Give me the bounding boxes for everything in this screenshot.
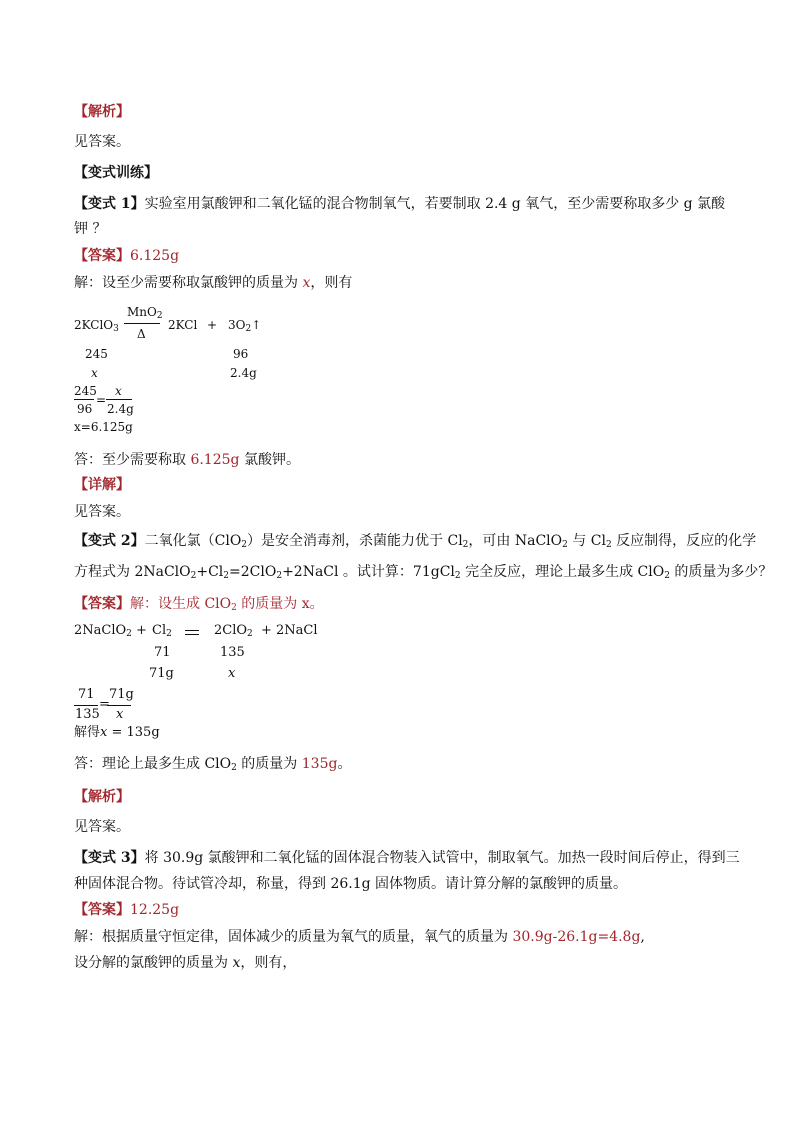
eq2-reactant-2: $Cl_2$ [152,623,172,639]
variant-3-answer: 【答案】12.25g [74,902,180,918]
eq2-product-1: 2ClO$_2$ [214,623,253,639]
section-body-3: 见答案。 [74,819,130,835]
eq2-mr-product: 135 [220,645,245,660]
variant-1-solution-intro [74,274,352,292]
eq-mr-reactant: 245 [85,347,108,361]
eq-mass-product: 2.4g [230,366,257,380]
eq-mr-product: 96 [233,347,249,361]
ratio2-den-1: 135 [75,707,100,722]
section-body-1: 见答案。 [74,134,130,150]
fraction2-bar-1 [74,705,98,706]
ratio-num-1: 245 [74,384,97,398]
fraction-bar-1 [74,399,94,400]
eq2-product-2: + 2NaCl [261,623,318,638]
fraction2-bar-2 [107,705,131,706]
eq2-mr-reactant: 71 [154,645,171,660]
variant-2-question-line-2: 方程式为 $2NaClO_2+Cl_2=2ClO_2+2NaCl$ 。试计算：71gCl$_2$ 完全反应，理论上最多生成 ClO$_2$ 的质量为多少？ [74,564,773,581]
variant-2-answer: 【答案】解：设生成 ClO$_2$ 的质量为 x。 [74,596,324,613]
ratio-num-2: x [115,384,122,398]
variable-x: x [302,275,311,291]
variant-3-question-line-2: 种固体混合物。待试管冷却，称量，得到 26.1g 固体物质。请计算分解的氯酸钾的质量。 [74,876,628,892]
variant-2-label: 【变式 2】 [74,533,145,549]
eq2-mass-reactant: 71g [149,666,174,681]
eq2-mass-product: x [228,666,236,681]
variant-1-label: 【变式 1】 [74,196,145,212]
answer-label: 【答案】 [74,248,130,264]
eq-plus: + [207,318,218,332]
heading-text: 【解析】 [74,104,130,120]
variant-1-question-line-2: 钾 ？ [74,221,107,237]
variant-3-label: 【变式 3】 [74,850,145,866]
solution-prefix: 解：设至少需要称取氯酸钾的质量为 [74,275,303,291]
variant-1-question-line-1 [74,195,725,213]
fraction-bar-2 [106,399,132,400]
variant-1-question-text: 实验室用氯酸钾和二氧化锰的混合物制氧气，若要制取 2.4 g 氧气，至少需要称取多少 g 氯酸 [144,196,726,212]
eq-catalyst: MnO$_2$ [127,305,163,321]
section-heading-analysis-1 [74,103,130,121]
ratio2-num-1: 71 [78,687,95,702]
ratio2-den-2: x [116,707,124,722]
variant-3-solution-line-2: 设分解的氯酸钾的质量为 x，则有， [74,955,297,971]
eq-condition: Δ [137,327,146,341]
practice-heading: 【变式训练】 [74,165,158,181]
answer-value: 6.125g [130,248,180,264]
reaction-arrow [124,323,160,324]
ratio-den-2: 2.4g [107,402,134,416]
eq-result: x=6.125g [74,420,133,434]
eq-product-1: 2KCl [168,318,198,332]
ratio2-equals: = [99,697,110,712]
eq-reactant: 2KClO$_3$ [74,318,119,334]
eq-mass-reactant: x [91,366,98,380]
eq2-result: 解得x = 135g [74,725,160,740]
variant-2-question-line-1: 【变式 2】二氧化氯（ClO$_2$）是安全消毒剂，杀菌能力优于 $Cl_2$，可由 NaClO$_2$ 与 $Cl_2$ 反应制得，反应的化学 [74,533,757,550]
equals-sign [185,630,199,635]
ratio2-num-2: 71g [109,687,134,702]
eq-product-2: $3O_2↑$ [228,318,262,334]
solution-suffix: ，则有 [310,275,353,291]
variant-3-question-line-1: 【变式 3】将 30.9g 氯酸钾和二氧化锰的固体混合物装入试管中，制取氧气。加热一段时间后停止，得到三 [74,850,740,866]
variant-2-conclusion: 答：理论上最多生成 ClO$_2$ 的质量为 135g。 [74,756,352,773]
section-heading-detail: 【详解】 [74,477,130,493]
eq2-reactant-1: 2NaClO$_2$ + [74,623,147,639]
section-body-2: 见答案。 [74,504,130,520]
ratio-den-1: 96 [77,402,93,416]
section-heading-analysis-2: 【解析】 [74,789,130,805]
variant-1-conclusion: 答：至少需要称取 6.125g 氯酸钾。 [74,452,300,468]
variant-1-answer [74,247,179,265]
variant-3-solution-line-1: 解：根据质量守恒定律，固体减少的质量为氧气的质量，氧气的质量为 30.9g-26.1g=4.8g, [74,929,645,945]
ratio-equals: = [96,393,107,407]
